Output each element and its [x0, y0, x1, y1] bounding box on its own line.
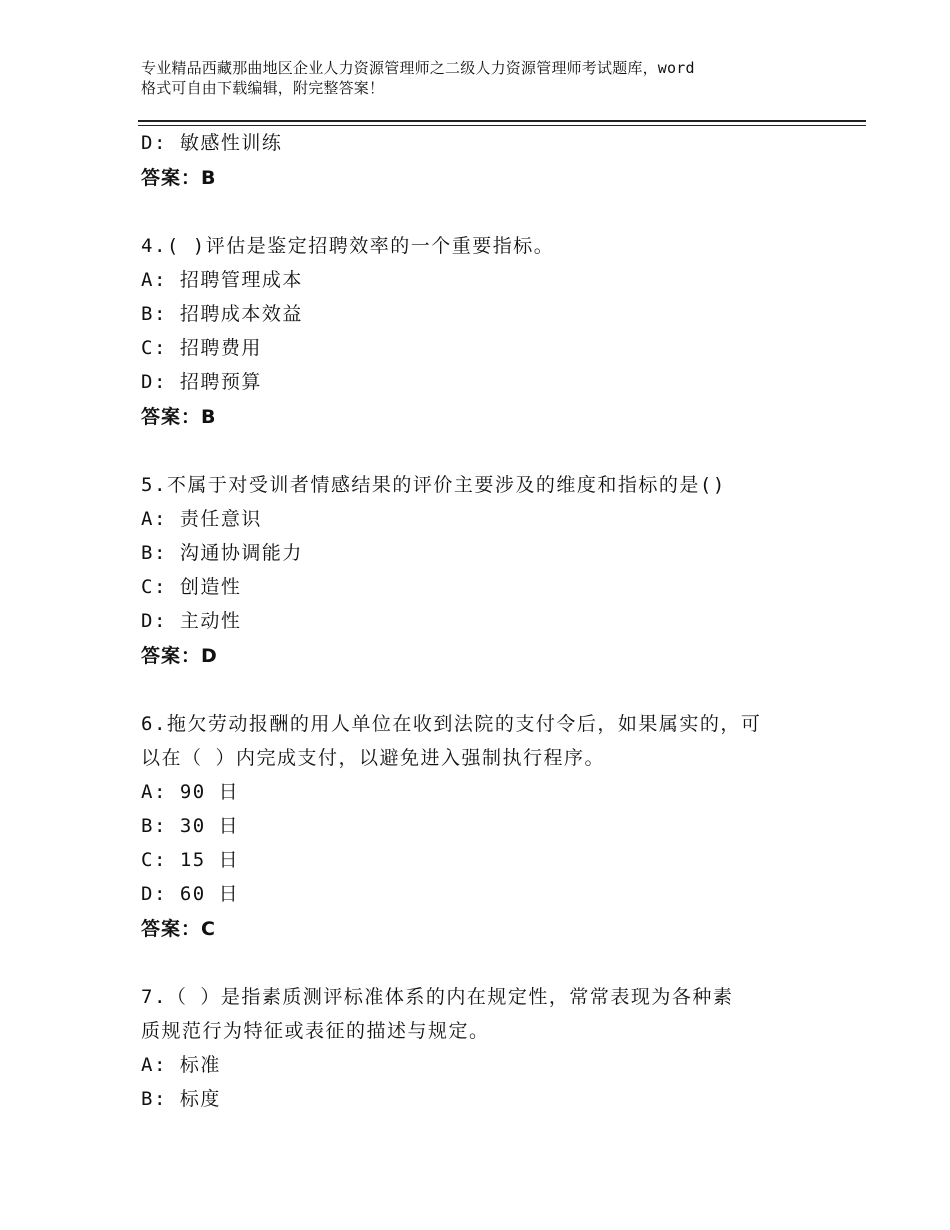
q6-option-b: B: 30 日 — [141, 815, 240, 837]
q7-option-b: B: 标度 — [141, 1088, 221, 1110]
header-line-2: 格式可自由下载编辑，附完整答案！ — [141, 79, 385, 97]
q4-option-b: B: 招聘成本效益 — [141, 303, 303, 325]
q7-option-a: A: 标准 — [141, 1054, 221, 1076]
document-header — [141, 58, 841, 98]
q7-stem-line-2: 质规范行为特征或表征的描述与规定。 — [141, 1020, 490, 1042]
q6-option-a: A: 90 日 — [141, 781, 240, 803]
q3-option-d: D: 敏感性训练 — [141, 132, 283, 154]
q6-option-c: C: 15 日 — [141, 849, 240, 871]
q5-answer: 答案：D — [141, 645, 218, 667]
q5-option-c: C: 创造性 — [141, 576, 242, 598]
header-line-1: 专业精品西藏那曲地区企业人力资源管理师之二级人力资源管理师考试题库，word — [141, 59, 695, 77]
q4-answer: 答案：B — [141, 406, 217, 428]
q5-option-d: D: 主动性 — [141, 610, 242, 632]
q6-answer: 答案：C — [141, 918, 216, 940]
q5-option-b: B: 沟通协调能力 — [141, 542, 303, 564]
q4-option-d: D: 招聘预算 — [141, 371, 262, 393]
q4-option-c: C: 招聘费用 — [141, 337, 262, 359]
q4-stem: 4.( )评估是鉴定招聘效率的一个重要指标。 — [141, 235, 555, 257]
q6-stem-line-2: 以在（ ）内完成支付，以避免进入强制执行程序。 — [141, 747, 605, 769]
q7-stem-line-1: 7.（ ）是指素质测评标准体系的内在规定性，常常表现为各种素 — [141, 986, 734, 1008]
q5-option-a: A: 责任意识 — [141, 508, 262, 530]
q3-answer: 答案：B — [141, 167, 217, 189]
header-divider-thick — [138, 120, 866, 122]
header-divider-thin — [138, 125, 866, 126]
q4-option-a: A: 招聘管理成本 — [141, 269, 303, 291]
q5-stem: 5.不属于对受训者情感结果的评价主要涉及的维度和指标的是() — [141, 474, 726, 496]
q6-stem-line-1: 6.拖欠劳动报酬的用人单位在收到法院的支付令后，如果属实的，可 — [141, 713, 762, 735]
q6-option-d: D: 60 日 — [141, 883, 240, 905]
